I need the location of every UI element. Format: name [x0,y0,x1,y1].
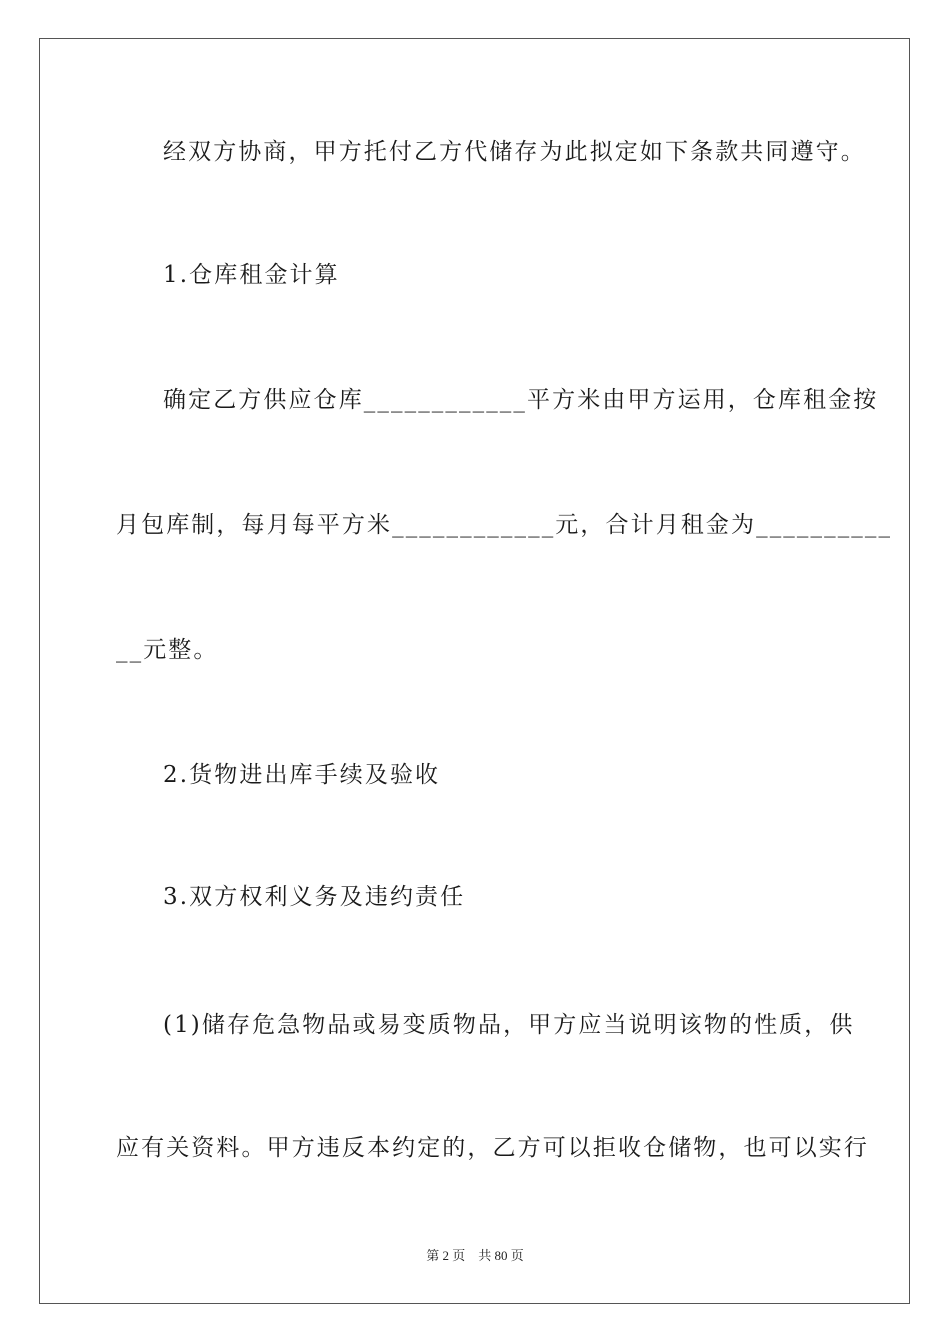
section-heading-goods: 2.货物进出库手续及验收 [163,762,441,788]
paragraph-clause-1-line-1: (1)储存危急物品或易变质物品，甲方应当说明该物的性质，供 [163,1012,855,1038]
page-total: 共 80 页 [478,1248,524,1263]
page-footer [0,1247,950,1265]
paragraph-rent-line-3: __元整。 [116,637,219,663]
paragraph-rent-line-2: 月包库制，每月每平方米____________元，合计月租金为__________ [116,512,893,538]
page-frame [39,38,910,1304]
paragraph-clause-1-line-2: 应有关资料。甲方违反本约定的，乙方可以拒收仓储物，也可以实行 [116,1135,869,1161]
page-number: 第 2 页 [426,1248,466,1263]
paragraph-intro: 经双方协商，甲方托付乙方代储存为此拟定如下条款共同遵守。 [163,139,866,165]
section-heading-rent: 1.仓库租金计算 [163,262,340,288]
paragraph-rent-line-1: 确定乙方供应仓库____________平方米由甲方运用，仓库租金按 [163,387,879,413]
section-heading-rights: 3.双方权利义务及违约责任 [163,884,466,910]
